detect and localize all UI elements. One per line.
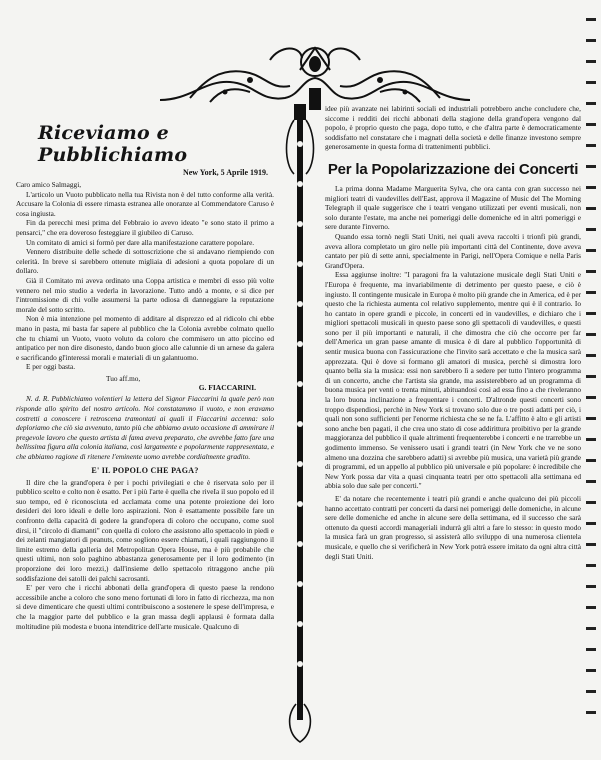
letter-paragraph: Fin da perecchi mesi prima del Febbraio io avevo ideato "e sono stato il primo a pensarci," che era doveroso festeggiare il giubileo di Caruso.: [16, 218, 274, 237]
letter-paragraph: Già il Comitato mi aveva ordinato una Coppa artistica e membri di esso più volte vennero nel mio studio a vederla in lavorazione. Tutto andò a monte, e si dice per l'intromissione di chi volle assumersi la parte odiosa di danneggiare la reputazione morale del sotto scritto.: [16, 275, 274, 314]
letter-paragraph: Un comitato di amici si formò per dare alla manifestazione carattere popolare.: [26, 237, 255, 247]
article-title-riceviamo: Riceviamo e Pubblichiamo: [38, 122, 188, 166]
column-divider-ornament-icon: [282, 104, 318, 744]
letter-salutation: Caro amico Salmaggi,: [16, 180, 82, 189]
article-paragraph: Essa aggiunse inoltre: "I paragoni fra la valutazione musicale degli Stati Uniti e l'Europa è frequente, ma invariabilmente di detrimento per questo paese, e ciò è ingiusto. Il contingente musicale in Europa è molto più grande che in America, ed è per questo che la richiesta aumenta col relativo supplemento, mentre qui è il contrario. Io ho cantato in opere grandi e piccole, in concerti ed in vaudevilles, e dichiaro che i migliori spettacoli musicali in questo paese sono gli spettacoli di vaudevilles, e questi sono per il più importanti e naturali, il che dimostra che ciò che occorre per far dell'America un gran paese amante di musica è di dare al pubblico l'opportunità di sentir musica buona con l'assicurazione che l'invito sarà accettato e che la musica sarà apprezzata. Qui è dove si formano gli amatori di musica, perchè si dimostra loro quanto bella sia la musica: essi non sarebbero lì a sedere per tutto l'intero programma di un concerto, anche che l'artista sia grande, ma assisterebbero ad un programma di buona musica per venti o trenta minuti, abituandosi così ad essa fino a che riveleranno la loro buona inclinazione a frequentare i concerti. D'altronde questi concerti sono troppo dispendiosi, perchè in New York si trovano solo due o tre posti adatti per ciò, i quali non sono sufficienti per l'enorme richiesta che se ne fa. L'affitto è alto e gli artisti sono anche ben pagati, il che crea uno stato di cose addirittura proibitivo per la grande maggioranza del pubblico il quale altrimenti frequenterebbe i concerti e ne trarrebbe un godimento immenso. Se venissero usati i grandi teatri (in New York che ve ne sono almeno una dozzina che sarebbero adatti) si avrebbe più musica, una varietà più grande di programmi, ed un appello al pubblico più universale e più popolare: è incredibile che New York possa dar vita a quasi cinquanta teatri per otto spettacoli alla settimana ed abbia solo due sale per concerti.": [325, 270, 581, 491]
header-ornament-icon: [150, 40, 480, 112]
letter-signature: G. FIACCARINI.: [198, 383, 256, 393]
article-paragraph: Quando essa tornò negli Stati Uniti, nei quali aveva raccolti i trionfi più grandi, aveva allora completato un giro nelle più importanti città del Continente, dove aveva cantato per più di sette anni, specialmente in Parigi, nell'Opera Comique e nella Paris Grand'Opera.: [325, 231, 581, 270]
page-edge-marks: [584, 0, 598, 760]
letter-paragraph: Non è mia intenzione pel momento di additare al disprezzo ed al ridicolo chi ebbe mano in pasta, mi basta far sapere al pubblico che la Colonia avrebbe colmato quello che tu chiami un Vuoto, vuoto voluto da coloro che commisero un atto piccino ed antipatico per non dire disonesto, dando buon gioco alle calunnie di un arnese da galera e sacrificando gl'interessi morali e materiali di un galantuomo.: [16, 314, 274, 362]
right-column: [325, 104, 581, 561]
left-column: [16, 104, 274, 631]
letter-paragraph: L'articolo un Vuoto pubblicato nella tua Rivista non è del tutto conforme alla verità. Accusare la Colonia di essere rimasta estranea alle onoranze al Commendatore Caruso è cosa ingiusta.: [16, 189, 274, 218]
section-title-popolo: E' IL POPOLO CHE PAGA?: [91, 465, 199, 475]
letter-paragraph: Vennero distribuite delle schede di sottoscrizione che si andavano riempiendo con celerità. In breve si sarebbero ottenute migliaia di adesioni a quota popolare di un dollaro.: [16, 247, 274, 276]
article-paragraph: E' da notare che recentemente i teatri più grandi e anche qualcuno dei più piccoli hanno accettato contratti per concerti da darsi nei pomeriggi delle domeniche, in alcune sere delle domeniche ed anche in alcune sere della settimana, ed il successo che sarà ottenuto da questi accordi manageriali indurrà gli altri a fare lo stesso: in questo modo la musica farà un gran progresso, si assisterà allo sviluppo di una numerosa clientela musicale, e quello che si verificherà in New York potrà essere imitato da ogni altra città degli Stati Uniti.: [325, 493, 581, 561]
editor-note: N. d. R. Pubblichiamo volentieri la lettera del Signor Fiaccarini la quale però non risponde allo spirito del nostro articolo. Noi constatammo il vuoto, e non eravamo costretti a conoscere i retroscena tramontati ai quali il Fiaccarini accenna: solo deploriamo che ciò sia avvenuto, tanto più che abbiamo avuto occasione di ammirare il pregevole lavoro che questo artista di fama aveva preparato, che avrebbe fatto fare una bellissima figura alla colonia italiana, così largamente e popolarmente rappresentata, e che abbiamo ragione di ritenere l'eminente uomo avrebbe cordialmente gradito.: [16, 394, 274, 462]
letter-paragraph: E per oggi basta.: [26, 362, 76, 372]
section-paragraph: Il dire che la grand'opera è per i pochi privilegiati e che è riservata solo per il pubblico scelto e colto non è esatto. Per i più l'arte è quella che riveIa il suo popolo ed il suo tempo, ed è riconosciuta ed acclamata come una potente proiezione dei loro desideri dei loro ideali e delle loro aspirazioni. Non è esattamente possibile fare un confronto della capacità di godere la grand'opera di coloro che occupano, come suol dirsi, il "circolo di diamanti" con quella di coloro che assistono allo spettacolo in piedi e dei zelanti mangiatori di peanuts, come sogliono essere chiamati, i quali raggiungono il limite estremo della galleria del Metropolitan Opera House, ma è più probabile che questi ultimi, non solo paghino abbastanza generosamente per il loro godimento (in proporzione dei loro mezzi,) dall'insieme dello spettacolo ritraggono anche più soddisfazione dei satolli dei palchi sacrosanti.: [16, 477, 274, 583]
article-paragraph: La prima donna Madame Marguerita Sylva, che ora canta con gran successo nei migliori teatri di vaudevilles dell'East, approva il Magazine of Music del The Morning Telegraph il quale suggerisce che i teatri vengano utilizzati per eventi musicali, non solo durante l'estate, ma anche nei pomeriggi delle domeniche ed in altri pomeriggi e sere durante l'inverno.: [325, 183, 581, 232]
article-title-concerti: Per la Popolarizzazione dei Concerti: [327, 160, 579, 178]
section-paragraph: E' per vero che i ricchi abbonati della grand'opera di questo paese la rendono accessibile anche a coloro che sono meno fortunati di loro in fatto di ricchezza, ma non si deve dimenticare che questi ultimi contribuiscono a sostenere le spese dell'impresa, e che la maggior parte del pubblico e la gran massa degli applausi è formata dalla moltitudine più modesta e buona intenditrice dell'arte musicale. Qualcuno di: [16, 583, 274, 631]
letter-date: New York, 5 Aprile 1919.: [182, 168, 268, 177]
continued-paragraph: idee più avanzate nei labirinti sociali ed industriali potrebbero anche concludere che, siccome i redditi dei ricchi abbonati della stagione della grand'opera vengono dal popolo, è proprio questo che paga, dopo tutto, e che d'altra parte è democraticamente soddisfatto nel constatare che i magnati della società e delle finanze investono sempre generosamente in questa forma di trattenimenti pubblici.: [325, 104, 581, 152]
letter-closing: Tuo aff.mo,: [106, 373, 141, 383]
